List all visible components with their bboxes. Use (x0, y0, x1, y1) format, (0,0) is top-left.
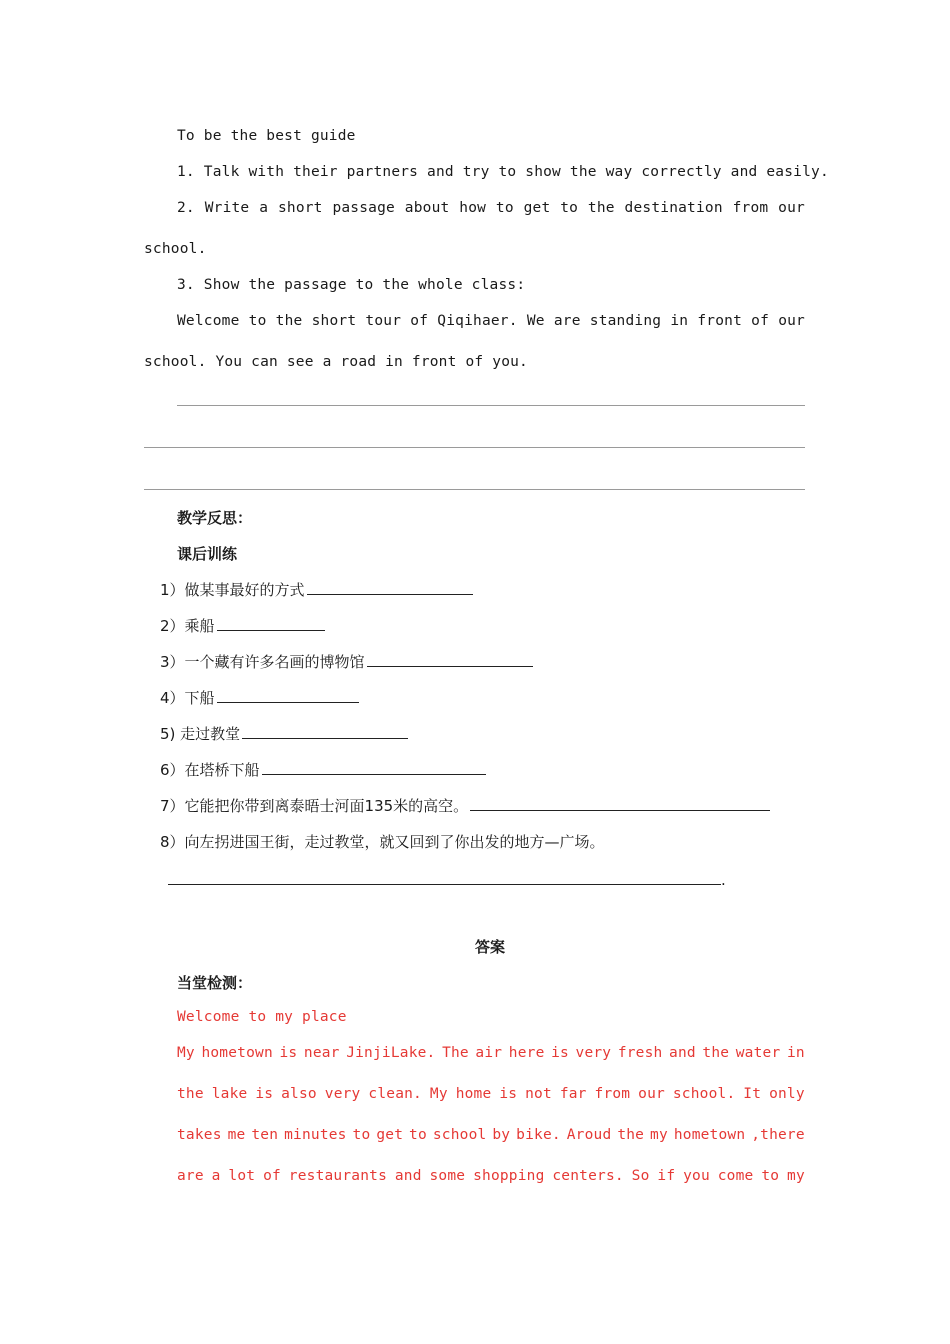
word: the (617, 1127, 645, 1143)
exercise-title: To be the best guide (177, 128, 356, 144)
word: passage (332, 200, 395, 216)
word: centers. (552, 1168, 624, 1184)
word: about (404, 200, 450, 216)
word: lake (211, 1086, 248, 1102)
word: clean. (368, 1086, 422, 1102)
word: our (638, 1086, 665, 1102)
word: front (697, 313, 743, 329)
word: lot (228, 1168, 256, 1184)
word: near (303, 1045, 340, 1061)
word: and (394, 1168, 422, 1184)
word: in (786, 1045, 805, 1061)
answers-title: 答案 (475, 938, 506, 956)
word: very (324, 1086, 361, 1102)
word: My (429, 1086, 448, 1102)
word: in (670, 313, 689, 329)
word: my (787, 1168, 805, 1184)
homework-item-8-answer-line: . (168, 869, 726, 889)
step-2-line-1 (177, 200, 805, 216)
word: also (281, 1086, 317, 1102)
homework-item-8: 8）向左拐进国王街，走过教堂，就又回到了你出发的地方—广场。 (160, 833, 605, 851)
word: of (410, 313, 429, 329)
word: by (492, 1127, 511, 1143)
word: you (683, 1168, 710, 1184)
word: short (311, 313, 357, 329)
word: standing (589, 313, 662, 329)
step-1: 1. Talk with their partners and try to show the way correctly and easily. (177, 164, 829, 180)
homework-title: 课后训练 (177, 545, 238, 563)
word: Welcome (177, 313, 240, 329)
word: short (277, 200, 323, 216)
word: how (459, 200, 487, 216)
homework-item-2: 2）乘船 (160, 615, 325, 636)
step-2-line-2: school. (144, 241, 207, 257)
essay-line-1 (177, 1045, 805, 1061)
passage-line-2: school. You can see a road in front of you. (144, 354, 528, 370)
word: my (650, 1127, 668, 1143)
word: the (177, 1086, 204, 1102)
essay-title: Welcome to my place (177, 1009, 347, 1025)
word: of (263, 1168, 281, 1184)
word: bike. (516, 1127, 561, 1143)
word: restaurants (288, 1168, 388, 1184)
word: We (526, 313, 545, 329)
word: the (275, 313, 303, 329)
word: home (455, 1086, 492, 1102)
word: is (499, 1086, 518, 1102)
word: are (177, 1168, 204, 1184)
word: some (429, 1168, 466, 1184)
word: The (442, 1045, 469, 1061)
answers-section-label: 当堂检测： (177, 974, 253, 992)
word: is (279, 1045, 298, 1061)
passage-line-1 (177, 313, 805, 329)
word: school (432, 1127, 487, 1143)
word: a (259, 200, 269, 216)
word: JinjiLake. (346, 1045, 436, 1061)
essay-line-4 (177, 1168, 805, 1184)
homework-item-1: 1）做某事最好的方式 (160, 579, 473, 600)
word: is (551, 1045, 569, 1061)
word: ten (251, 1127, 279, 1143)
word: Aroud (566, 1127, 612, 1143)
word: tour (365, 313, 402, 329)
word: Qiqihaer. (437, 313, 518, 329)
word: the (702, 1045, 730, 1061)
word: come (717, 1168, 754, 1184)
word: to (248, 313, 267, 329)
essay-line-2 (177, 1086, 805, 1102)
writing-line-1 (177, 405, 805, 406)
word: Write (204, 200, 250, 216)
word: school. (672, 1086, 736, 1102)
word: hometown (201, 1045, 273, 1061)
word: very (575, 1045, 612, 1061)
word: to (409, 1127, 427, 1143)
homework-item-4: 4）下船 (160, 687, 359, 708)
homework-item-5: 5) 走过教堂 (160, 723, 408, 744)
word: water (735, 1045, 781, 1061)
homework-item-3: 3）一个藏有许多名画的博物馆 (160, 651, 533, 672)
homework-item-7: 7）它能把你带到离泰晤士河面135米的高空。 (160, 795, 770, 816)
step-3: 3. Show the passage to the whole class: (177, 277, 526, 293)
word: to (560, 200, 579, 216)
word: get (523, 200, 551, 216)
writing-line-3 (144, 489, 805, 490)
word: 2. (177, 200, 195, 216)
word: far (559, 1086, 587, 1102)
word: My (177, 1045, 195, 1061)
word: a (211, 1168, 221, 1184)
word: It (743, 1086, 762, 1102)
word: hometown (673, 1127, 746, 1143)
word: here (508, 1045, 545, 1061)
word: get (376, 1127, 404, 1143)
word: fresh (617, 1045, 663, 1061)
word: and (669, 1045, 696, 1061)
word: only (769, 1086, 805, 1102)
word: air (475, 1045, 503, 1061)
word: to (761, 1168, 780, 1184)
word: our (778, 313, 805, 329)
word: not (525, 1086, 552, 1102)
word: if (657, 1168, 676, 1184)
word: to (495, 200, 514, 216)
homework-item-6: 6）在塔桥下船 (160, 759, 486, 780)
word: is (255, 1086, 274, 1102)
word: ,there (751, 1127, 805, 1143)
word: are (553, 313, 581, 329)
essay-line-3 (177, 1127, 805, 1143)
word: minutes (284, 1127, 347, 1143)
word: shopping (473, 1168, 545, 1184)
word: me (227, 1127, 246, 1143)
reflection-label: 教学反思： (177, 509, 253, 527)
word: of (751, 313, 770, 329)
word: the (587, 200, 615, 216)
word: to (352, 1127, 371, 1143)
word: from (732, 200, 769, 216)
writing-line-2 (144, 447, 805, 448)
word: takes (177, 1127, 222, 1143)
word: So (631, 1168, 650, 1184)
word: destination (624, 200, 723, 216)
word: from (594, 1086, 631, 1102)
word: our (778, 200, 805, 216)
